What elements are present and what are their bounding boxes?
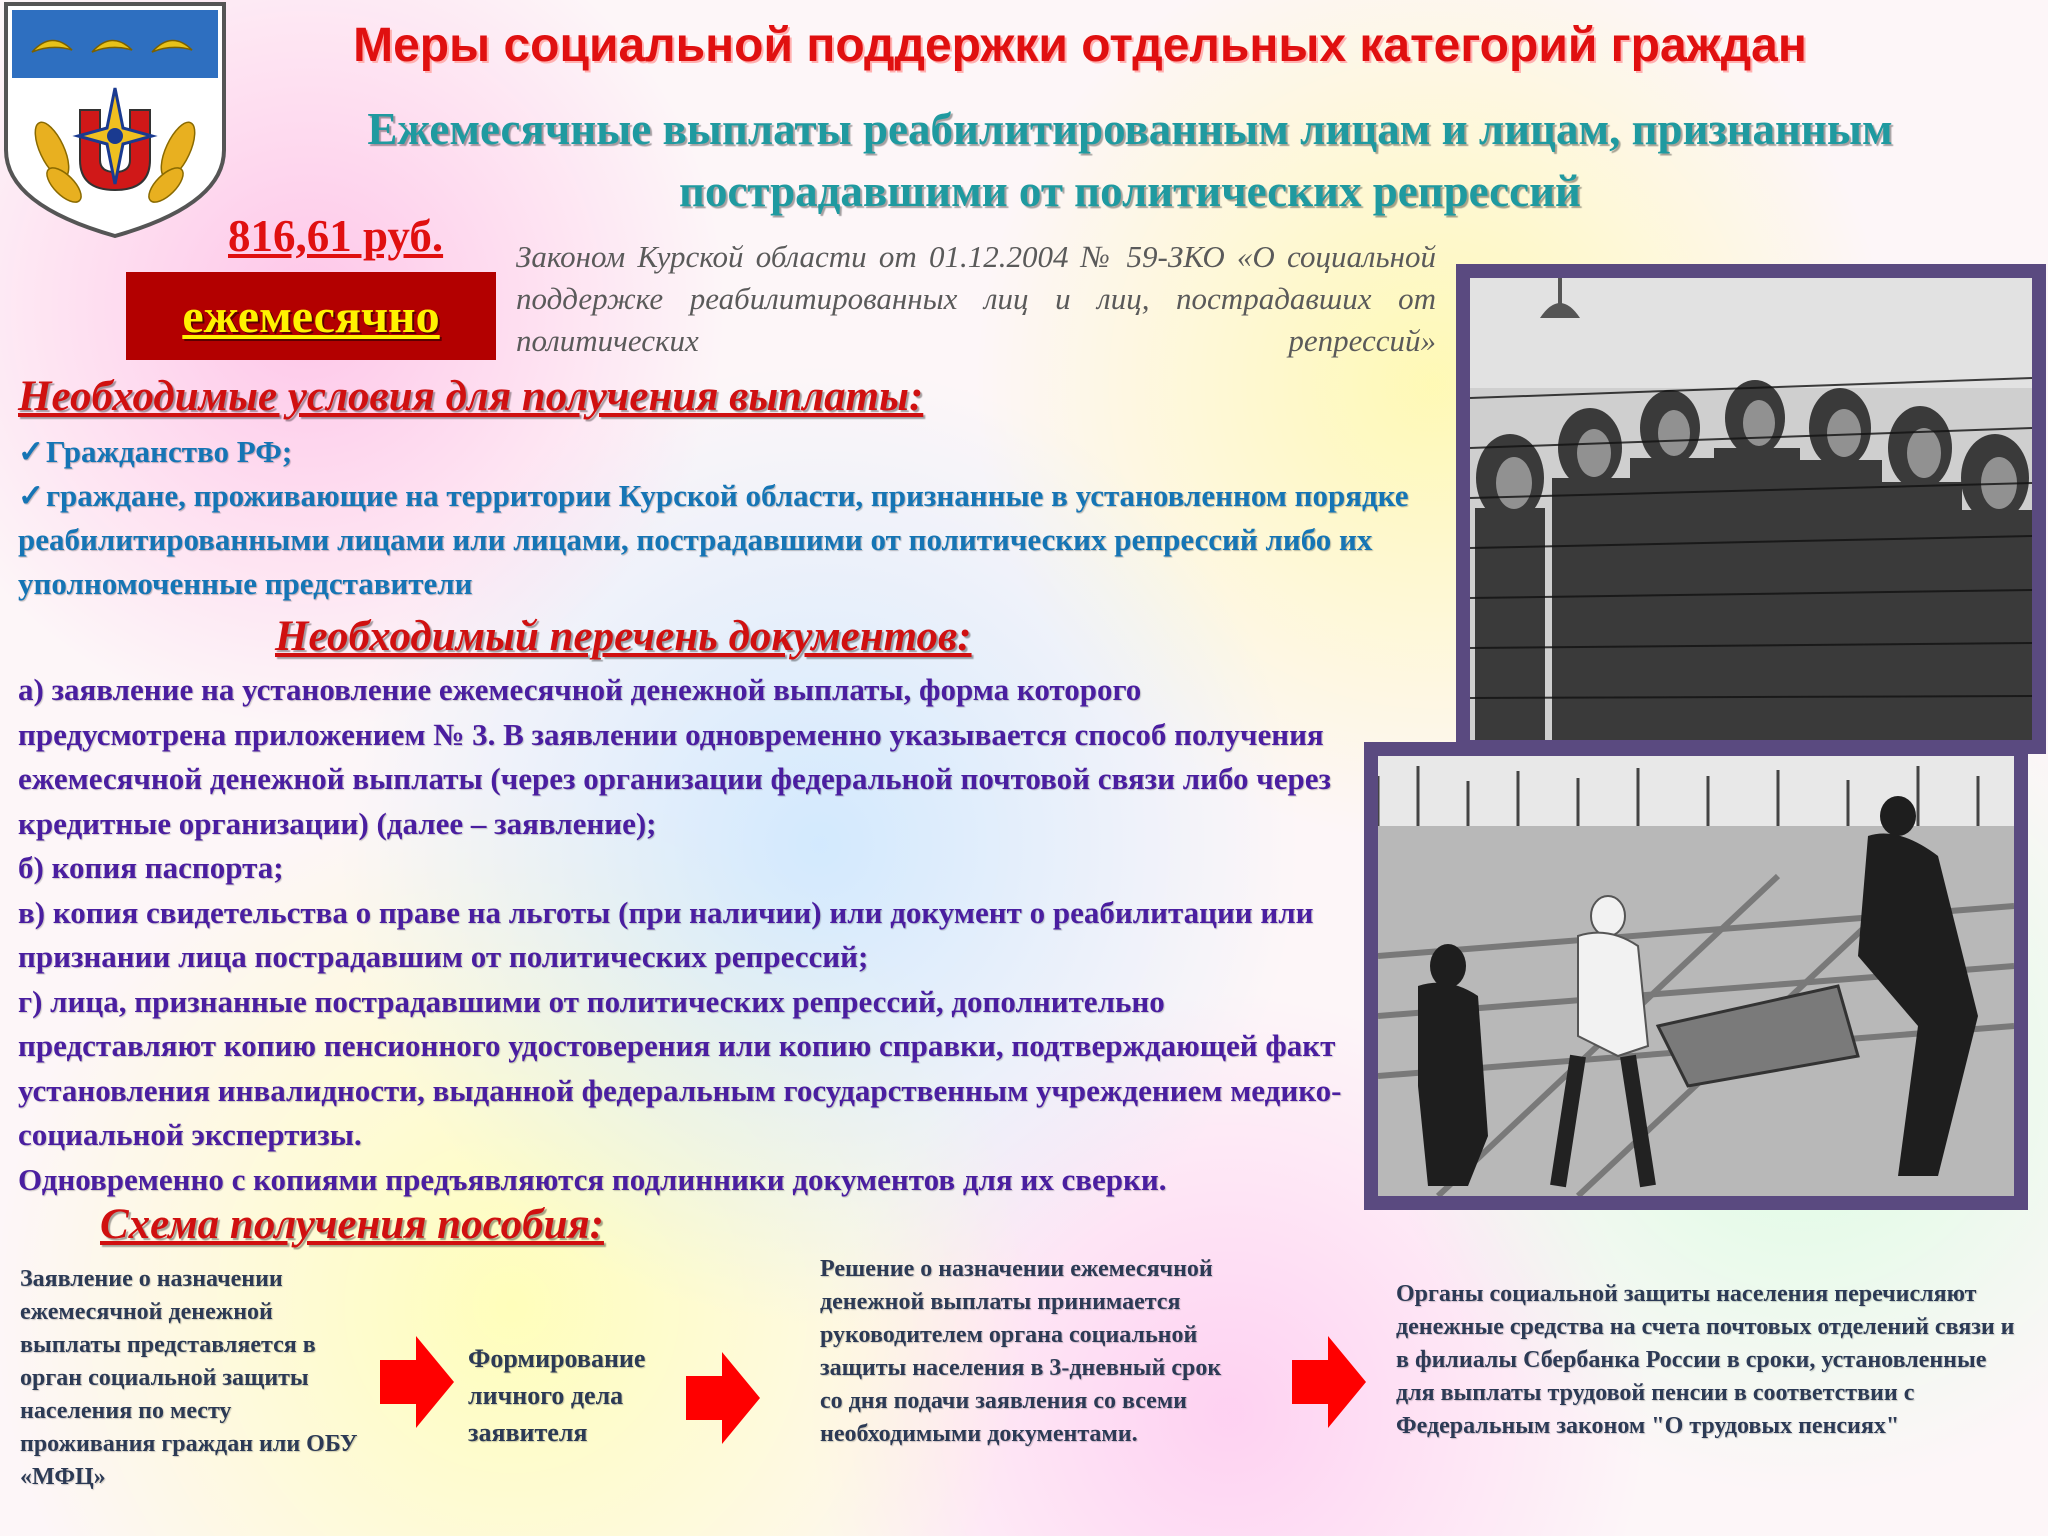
page-subtitle [300,98,1960,222]
checkmark-icon: ✓ [18,434,44,469]
scheme-step-1: Заявление о назначении ежемесячной денежной выплаты представляется в орган социальной защиты населения по месту проживания граждан или ОБУ «МФЦ» [20,1266,358,1490]
payment-amount: 816,61 руб. [228,211,444,261]
document-item: Одновременно с копиями предъявляются подлинники документов для их сверки. [18,1161,1167,1197]
condition-item [18,430,1448,474]
document-item: а) заявление на установление ежемесячной денежной выплаты, форма которого предусмотрена приложением № 3. В заявлении одновременно указывается способ получения ежемесячной денежной выплаты (через организации федеральной почтовой связи либо через кредитные организации) (далее – заявление); [18,672,1331,841]
payment-frequency-label: ежемесячно [182,289,440,343]
law-reference: Законом Курской области от 01.12.2004 № 59-ЗКО «О социальной поддержке реабилитированных лиц и лиц, пострадавших от политических репрессий» [516,239,1436,358]
condition-text: граждане, проживающие на территории Курской области, признанные в установленном порядке реабилитированными лицами или лицами, пострадавшими от политических репрессий либо их уполномоченные представители [18,478,1409,601]
condition-text: Гражданство РФ; [45,434,293,469]
scheme-step-3: Решение о назначении ежемесячной денежной выплаты принимается руководителем органа социальной защиты населения в 3-дневный срок со дня подачи заявления со всеми необходимыми документами. [820,1256,1222,1447]
subtitle-line-2: пострадавшими от политических репрессий [679,166,1581,216]
conditions-list [18,430,1448,606]
historical-photo-prisoners [1456,264,2046,754]
photo-labor-camp-image [1378,756,2014,1196]
photo-prisoners-image [1470,278,2032,740]
documents-heading: Необходимый перечень документов: [275,613,972,660]
coat-of-arms-icon [2,0,228,238]
checkmark-icon: ✓ [18,478,44,513]
document-item: в) копия свидетельства о праве на льготы (при наличии) или документ о реабилитации или признании лица пострадавшим от политических репрессий; [18,894,1314,974]
scheme-step-4: Органы социальной защиты населения перечисляют денежные средства на счета почтовых отделений связи и в филиалы Сбербанка России в сроки, установленные для выплаты трудовой пенсии в соответствии с Федеральным законом "О трудовых пенсиях" [1396,1281,2015,1439]
arrow-right-icon [380,1336,454,1428]
arrow-right-icon [686,1352,760,1444]
historical-photo-labor-camp [1364,742,2028,1210]
condition-item [18,474,1448,606]
arrow-right-icon [1292,1336,1366,1428]
payment-frequency-badge [126,272,496,360]
documents-list [18,668,1348,1202]
scheme-heading: Схема получения пособия: [100,1201,604,1248]
conditions-heading: Необходимые условия для получения выплаты: [18,373,924,420]
document-item: г) лица, признанные пострадавшими от политических репрессий, дополнительно представляют копию пенсионного удостоверения или копию справки, подтверждающей факт установления инвалидности, выданной федеральным государственным учреждением медико-социальной экспертизы. [18,983,1342,1152]
scheme-step-2: Формирование личного дела заявителя [468,1344,646,1447]
page-title: Меры социальной поддержки отдельных категорий граждан [353,19,1807,72]
subtitle-line-1: Ежемесячные выплаты реабилитированным лицам и лицам, признанным [367,104,1893,154]
document-item: б) копия паспорта; [18,850,284,885]
